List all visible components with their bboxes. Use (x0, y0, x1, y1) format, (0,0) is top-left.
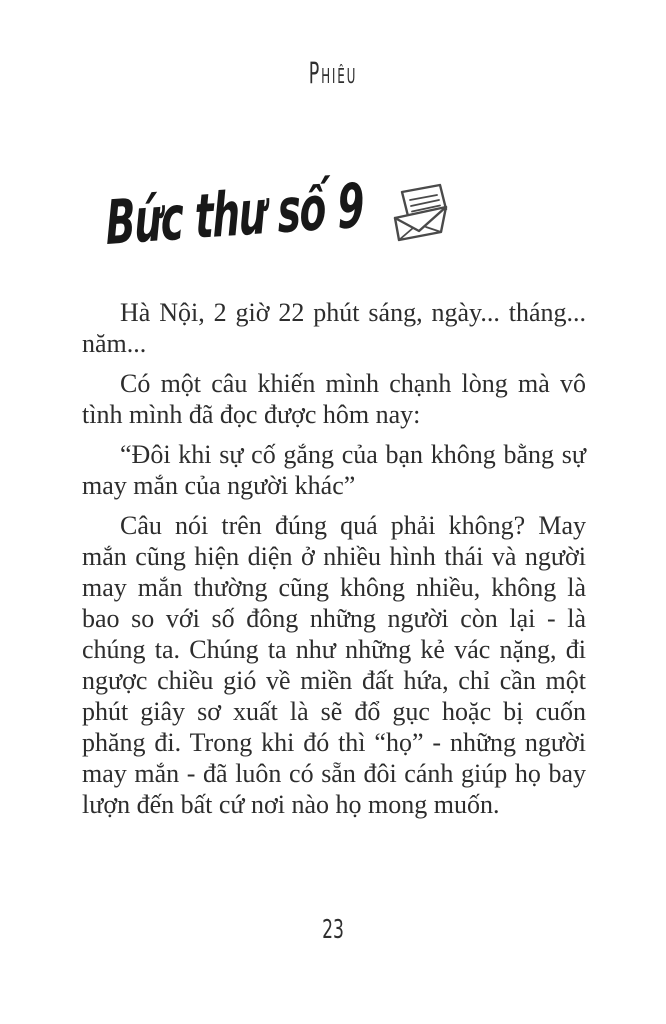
chapter-title: Bức thư số 9 (104, 170, 365, 259)
paragraph-intro: Có một câu khiến mình chạnh lòng mà vô tình mình đã đọc được hôm nay: (82, 369, 586, 429)
body-text (82, 297, 586, 829)
paragraph-dateline: Hà Nội, 2 giờ 22 phút sáng, ngày... tháng... năm... (82, 298, 586, 358)
envelope-letter-icon (382, 178, 462, 262)
running-header: Phiêu (308, 56, 358, 90)
page-number: 23 (322, 915, 344, 945)
paragraph-quote: “Đôi khi sự cố gắng của bạn không bằng sự may mắn của người khác” (82, 440, 586, 500)
paragraph-main: Câu nói trên đúng quá phải không? May mắn cũng hiện diện ở nhiều hình thái và người may mắn thường cũng không nhiều, không là bao so với số đông những người còn lại - là chúng ta. Chúng ta như những kẻ vác nặng, đi ngược chiều gió về miền đất hứa, chỉ cần một phút giây sơ xuất là sẽ đổ gục hoặc bị cuốn phăng đi. Trong khi đó thì “họ” - những người may mắn - đã luôn có sẵn đôi cánh giúp họ bay lượn đến bất cứ nơi nào họ mong muốn. (82, 511, 586, 819)
